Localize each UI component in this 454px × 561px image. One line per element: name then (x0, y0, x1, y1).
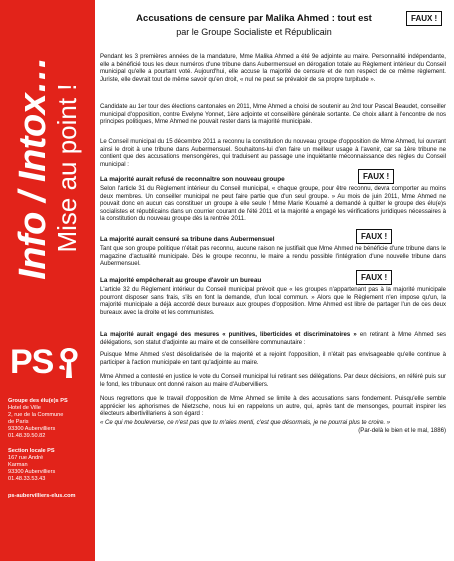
rose-fist-icon (54, 344, 84, 382)
ps-logo (10, 342, 90, 382)
ps-logo-text: PS (10, 343, 54, 381)
section-address-line: 167 rue André (8, 455, 44, 462)
group-address-line: de Paris (8, 419, 29, 426)
section-heading: La majorité empêcherait au groupe d'avoir un bureau (100, 277, 262, 284)
title-info-intox: Info / Intox… (12, 56, 54, 280)
faux-stamp: FAUX ! (406, 11, 442, 26)
section-address-line: 93300 Aubervilliers (8, 469, 56, 476)
article-title: Accusations de censure par Malika Ahmed : tout est (136, 13, 372, 24)
quote-source: (Par-delà le bien et le mal, 1886) (358, 428, 446, 434)
section-phone: 01.48.33.53.43 (8, 476, 46, 483)
section-text: L'article 32 du Règlement intérieur du Conseil municipal prévoit que « les groupes n'appartenant pas à la majorité municipale pourront disposer sans frais, s'ils en font la demande, d'un local commun. » Alors que le Règlement n'en impose qu'un, la majorité municipale a déjà accordé deux bureaux aux groupes d'opposition. Mme Ahmed est libre de partager l'un de ces deux bureaux avec la droite et les communistes. (100, 287, 446, 316)
conclusion-paragraph: Puisque Mme Ahmed s'est désolidarisée de la majorité et a rejoint l'opposition, il n'était pas envisageable qu'elle continue à participer à l'action municipale en tant qu'adjointe au maire. (100, 352, 446, 366)
section-text: Selon l'article 31 du Règlement intérieur du Conseil municipal, « chaque groupe, pour être reconnu, devra comporter au moins deux membres. Un conseiller municipal ne peut faire partie que d'un seul groupe. » Au mois de juin 2011, Mme Ahmed ne pouvait donc en aucun cas constituer un groupe à elle seule ! Mme Marie Kouamé a demandé à quitter le groupe des élu(e)s socialistes et républicains dans un courrier courant de l'été 2011 et la majorité a engagé les vérifications juridiques nécessaires à la constitution du nouveau groupe dès la rentrée 2011. (100, 186, 446, 223)
section-contact (8, 448, 92, 483)
faux-stamp: FAUX ! (356, 229, 392, 244)
last-section-heading-tail: en retirant à Mme Ahmed ses délégations, son statut d'adjointe au maire et de conseillère communautaire : (100, 332, 446, 346)
faux-stamp: FAUX ! (358, 169, 394, 184)
group-phone: 01.48.39.50.82 (8, 433, 46, 440)
last-section-intro (100, 332, 446, 347)
conclusion-paragraph: Nous regrettons que le travail d'opposition de Mme Ahmed se limite à des accusations sans fondement. Puisqu'elle semble apprécier les aphorismes de Nietzsche, nous lui en rappelons un autre, qui, après tant de mensonges, pourrait inspirer les électeurs albertivillariens à son égard : (100, 396, 446, 418)
nietzsche-quote: « Ce qui me bouleverse, ce n'est pas que tu m'aies menti, c'est que désormais, je ne pourrai plus te croire. » (100, 420, 391, 426)
group-contact (8, 398, 92, 441)
intro-paragraph: Le Conseil municipal du 15 décembre 2011 a reconnu la constitution du nouveau groupe d'opposition de Mme Ahmed, lui ouvrant ainsi le droit à une tribune dans Aubermensuel. Souhaitons-lui d'en faire un meilleur usage à l'avenir, car sa 1ère tribune ne contient que des accusations mensongères, qui traduisent au passage une inquiétante méconnaissance des règles du Conseil municipal : (100, 139, 446, 168)
sidebar (0, 0, 95, 561)
article (100, 0, 452, 561)
intro-paragraph: Candidate au 1er tour des élections cantonales en 2011, Mme Ahmed a choisi de soutenir au 2nd tour Pascal Beaudet, conseiller municipal d'opposition, contre Evelyne Yonnet, 1ère adjointe et conseillère générale sortante. Ce choix allant à l'encontre de nos principes politiques, Mme Ahmed ne pouvait rester dans la majorité municipale. (100, 104, 446, 126)
section-heading: Section locale PS (8, 448, 55, 454)
group-address-line: Hotel de Ville (8, 405, 41, 412)
last-section-heading: La majorité aurait engagé des mesures « punitives, liberticides et discriminatoires » (100, 332, 357, 338)
faux-stamp: FAUX ! (356, 270, 392, 285)
group-address-line: 93300 Aubervilliers (8, 426, 56, 433)
conclusion-paragraph: Mme Ahmed a contesté en justice le vote du Conseil municipal lui retirant ses délégations. Par deux décisions, en référé puis sur le fond, les tribunaux ont donné raison au maire d'Aubervilliers. (100, 374, 446, 388)
section-address-line: Karman (8, 462, 28, 469)
group-heading: Groupe des élu(e)s PS (8, 398, 68, 404)
article-subtitle: par le Groupe Socialiste et Républicain (176, 27, 332, 37)
group-address-line: 2, rue de la Commune (8, 412, 64, 419)
title-mise-au-point: Mise au point ! (52, 83, 82, 253)
section-heading: La majorité aurait refusé de reconnaître son nouveau groupe (100, 176, 285, 183)
intro-paragraph: Pendant les 3 premières années de la mandature, Mme Malika Ahmed a été 9e adjointe au maire. Personnalité indépendante, elle a bénéficié tous les deux numéros d'une tribune dans Aubermensuel en dérogation totale au Règlement intérieur du Conseil municipal qu'elle a pourtant voté. Aujourd'hui, elle accuse la majorité de censure et de non respect de ce même règlement. Juriste, elle devrait tout de même savoir qu'en droit, « nul ne peut se prévaloir de sa propre turpitude ». (100, 54, 446, 83)
website-link[interactable]: ps-aubervilliers-elus.com (8, 493, 76, 499)
vertical-title (0, 0, 95, 330)
section-text: Tant que son groupe politique n'était pas reconnu, aucune raison ne justifiait que Mme Ahmed ne bénéficie d'une tribune dans le magazine d'actualité municipale. Dès le groupe reconnu, le maire a rendu possible l'intégration d'une nouvelle tribune dans Aubermensuel. (100, 246, 446, 268)
section-heading: La majorité aurait censuré sa tribune dans Aubermensuel (100, 236, 275, 243)
